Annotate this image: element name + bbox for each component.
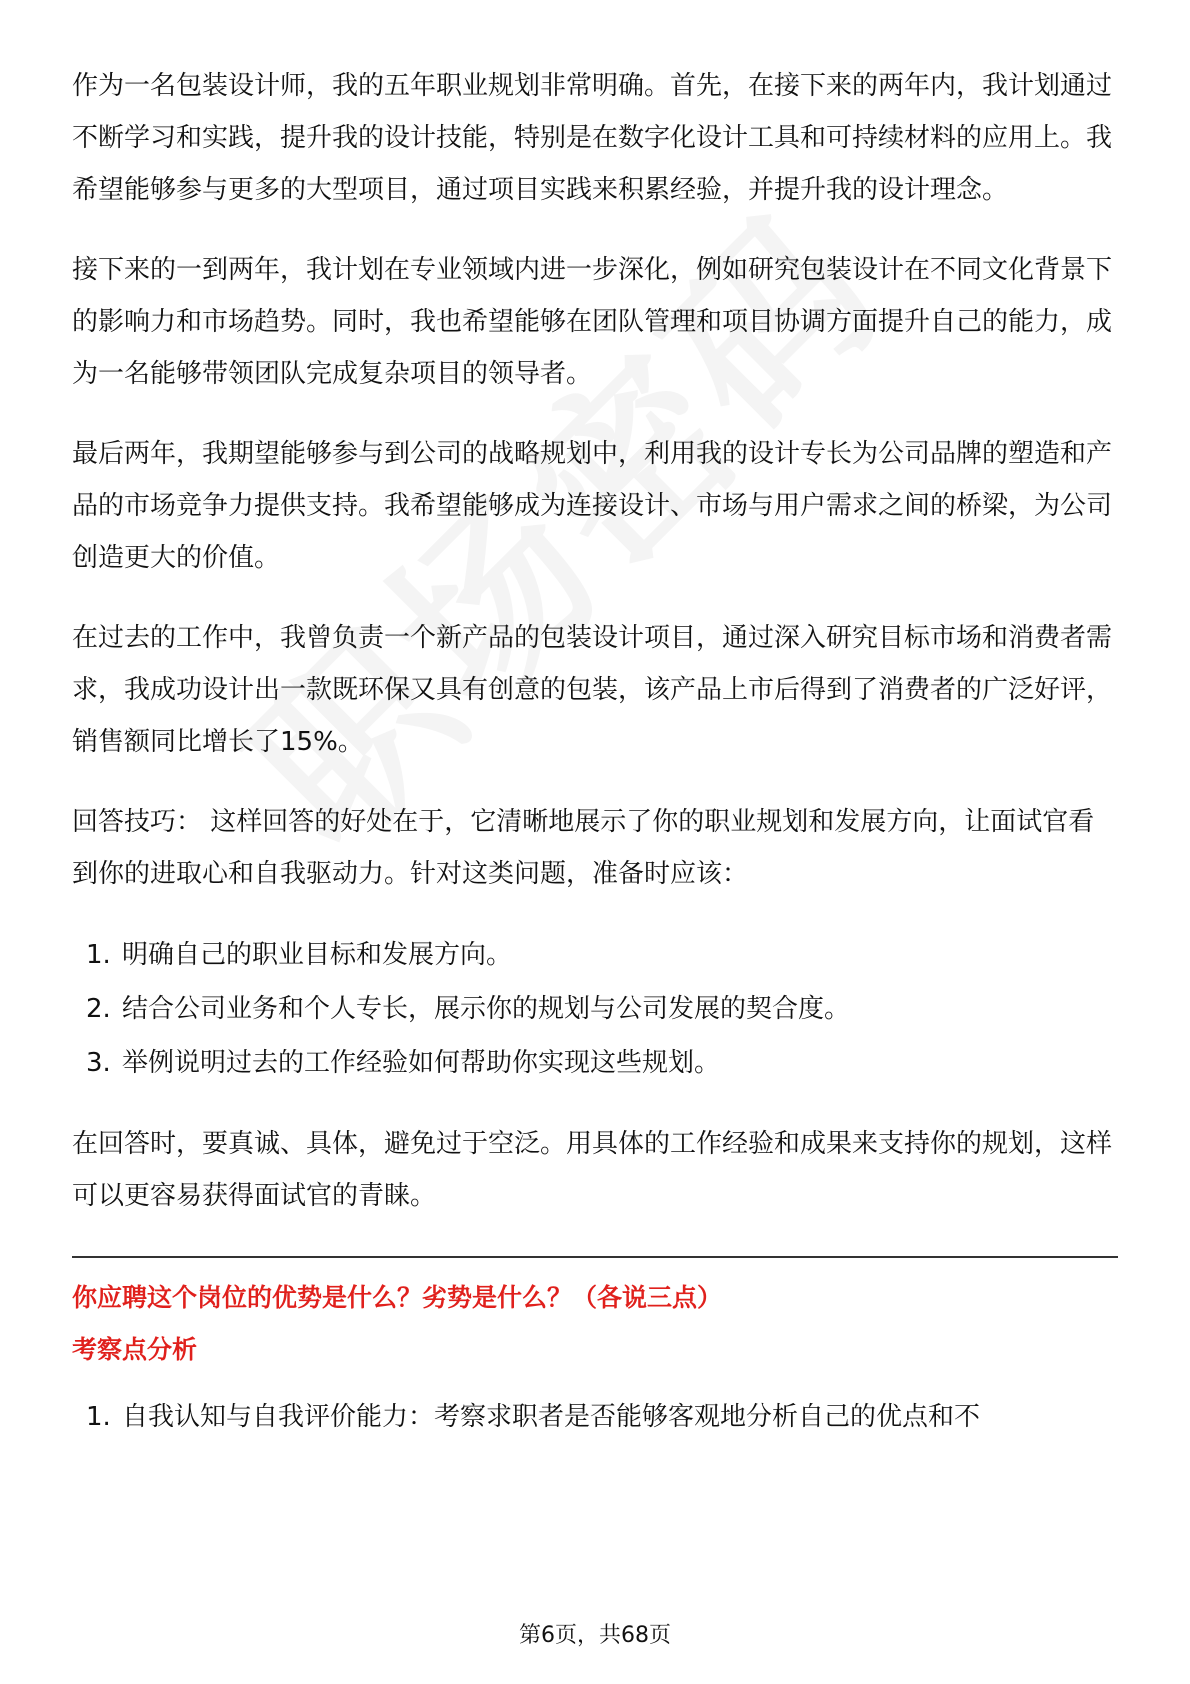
paragraph-plan-second: 接下来的一到两年，我计划在专业领域内进一步深化，例如研究包装设计在不同文化背景下的影响力和市场趋势。同时，我也希望能够在团队管理和项目协调方面提升自己的能力，成为一名能够带领团队完成复杂项目的领导者。 [72, 255, 1113, 389]
paragraph-answer-tips: 回答技巧： 这样回答的好处在于，它清晰地展示了你的职业规划和发展方向，让面试官看到你的进取心和自我驱动力。针对这类问题，准备时应该： [72, 807, 1095, 889]
list-item-text: 自我认知与自我评价能力：考察求职者是否能够客观地分析自己的优点和不 [122, 1402, 981, 1432]
question-title: 你应聘这个岗位的优势是什么？劣势是什么？（各说三点） [72, 1283, 723, 1312]
question-subtitle: 考察点分析 [72, 1335, 198, 1364]
list-item-number: 1. [86, 1402, 111, 1432]
list-item [72, 982, 1118, 1036]
list-item-number: 1. [86, 940, 111, 970]
list-item-number: 3. [86, 1048, 111, 1078]
page-footer: 第6页，共68页 [519, 1623, 671, 1648]
list-item-number: 2. [86, 994, 111, 1024]
list-item-text: 结合公司业务和个人专长，展示你的规划与公司发展的契合度。 [122, 994, 851, 1024]
list-item-text: 举例说明过去的工作经验如何帮助你实现这些规划。 [122, 1048, 721, 1078]
paragraph-plan-third: 最后两年，我期望能够参与到公司的战略规划中，利用我的设计专长为公司品牌的塑造和产品的市场竞争力提供支持。我希望能够成为连接设计、市场与用户需求之间的桥梁，为公司创造更大的价值。 [72, 439, 1113, 573]
section-divider [72, 1256, 1118, 1258]
analysis-list [72, 1390, 1118, 1444]
list-item [72, 1036, 1118, 1090]
paragraph-past-work: 在过去的工作中，我曾负责一个新产品的包装设计项目，通过深入研究目标市场和消费者需求，我成功设计出一款既环保又具有创意的包装，该产品上市后得到了消费者的广泛好评，销售额同比增长了15%。 [72, 623, 1113, 757]
tips-list [72, 928, 1118, 1090]
list-item-text: 明确自己的职业目标和发展方向。 [122, 940, 513, 970]
paragraph-plan-first: 作为一名包装设计师，我的五年职业规划非常明确。首先，在接下来的两年内，我计划通过不断学习和实践，提升我的设计技能，特别是在数字化设计工具和可持续材料的应用上。我希望能够参与更多的大型项目，通过项目实践来积累经验，并提升我的设计理念。 [72, 71, 1113, 205]
list-item [72, 928, 1118, 982]
paragraph-closing: 在回答时，要真诚、具体，避免过于空泛。用具体的工作经验和成果来支持你的规划，这样可以更容易获得面试官的青睐。 [72, 1129, 1113, 1211]
document-page [72, 60, 1118, 1472]
list-item [72, 1390, 1118, 1444]
